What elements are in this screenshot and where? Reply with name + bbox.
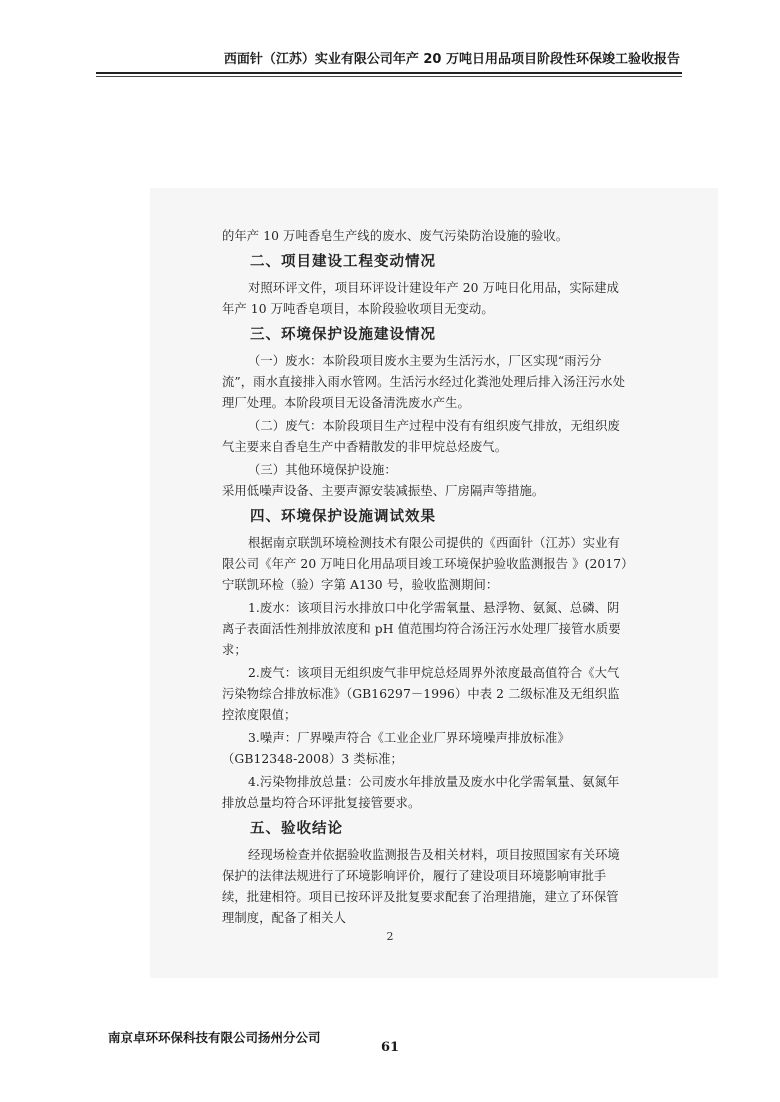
paragraph-waste-gas: （二）废气：本阶段项目生产过程中没有有组织废气排放，无组织废气主要来自香皂生产中香精散发的非甲烷总烃废气。 — [222, 419, 620, 454]
paragraph-section-2: 对照环评文件，项目环评设计建设年产 20 万吨日化用品，实际建成年产 10 万吨香皂项目，本阶段验收项目无变动。 — [222, 281, 619, 316]
paragraph-result-waste-gas: 2.废气：该项目无组织废气非甲烷总烃周界外浓度最高值符合《大气污染物综合排放标准》（GB16297－1996）中表 2 二级标准及无组织监控浓度限值； — [222, 666, 620, 722]
header-rule — [96, 72, 682, 74]
footer-page-number: 61 — [380, 1040, 400, 1055]
heading-section-3: 三、环境保护设施建设情况 — [250, 327, 436, 343]
paragraph-result-emissions: 4.污染物排放总量：公司废水年排放量及废水中化学需氧量、氨氮年排放总量均符合环评批复接管要求。 — [222, 775, 620, 810]
paragraph-wastewater: （一）废水：本阶段项目废水主要为生活污水，厂区实现“雨污分流”，雨水直接排入雨水管网。生活污水经过化粪池处理后排入汤汪污水处理厂处理。本阶段项目无设备清洗废水产生。 — [222, 354, 626, 410]
paragraph-result-noise: 3.噪声：厂界噪声符合《工业企业厂界环境噪声排放标准》（GB12348-2008）3 类标准； — [222, 731, 570, 766]
scanned-page-number: 2 — [386, 930, 394, 943]
paragraph-continued: 的年产 10 万吨香皂生产线的废水、废气污染防治设施的验收。 — [222, 229, 569, 243]
paragraph-other-facilities: （三）其他环境保护设施： — [248, 463, 397, 477]
heading-section-5: 五、验收结论 — [250, 821, 343, 837]
paragraph-conclusion: 经现场检查并依据验收监测报告及相关材料，项目按照国家有关环境保护的法律法规进行了环境影响评价，履行了建设项目环境影响审批手续，批建相符。项目已按环评及批复要求配套了治理措施，建立了环保管理制度，配备了相关人 — [222, 848, 620, 925]
paragraph-monitoring-basis: 根据南京联凯环境检测技术有限公司提供的《西面针（江苏）实业有限公司《年产 20 万吨日化用品项目竣工环境保护验收监测报告 》(2017）宁联凯环检（验）字第 A130 号，验收监测期间： — [222, 536, 628, 592]
heading-section-4: 四、环境保护设施调试效果 — [250, 509, 436, 525]
heading-section-2: 二、项目建设工程变动情况 — [250, 254, 436, 270]
report-header-title: 西面针（江苏）实业有限公司年产 20 万吨日用品项目阶段性环保竣工验收报告 — [223, 52, 680, 67]
document-body — [222, 226, 630, 929]
header-rule-thin — [96, 76, 682, 77]
footer-company: 南京卓环环保科技有限公司扬州分公司 — [108, 1030, 321, 1045]
paragraph-noise-measures: 采用低噪声设备、主要声源安装减振垫、厂房隔声等措施。 — [222, 484, 545, 498]
paragraph-result-wastewater: 1.废水：该项目污水排放口中化学需氧量、悬浮物、氨氮、总磷、阴离子表面活性剂排放浓度和 pH 值范围均符合汤汪污水处理厂接管水质要求； — [222, 601, 621, 657]
